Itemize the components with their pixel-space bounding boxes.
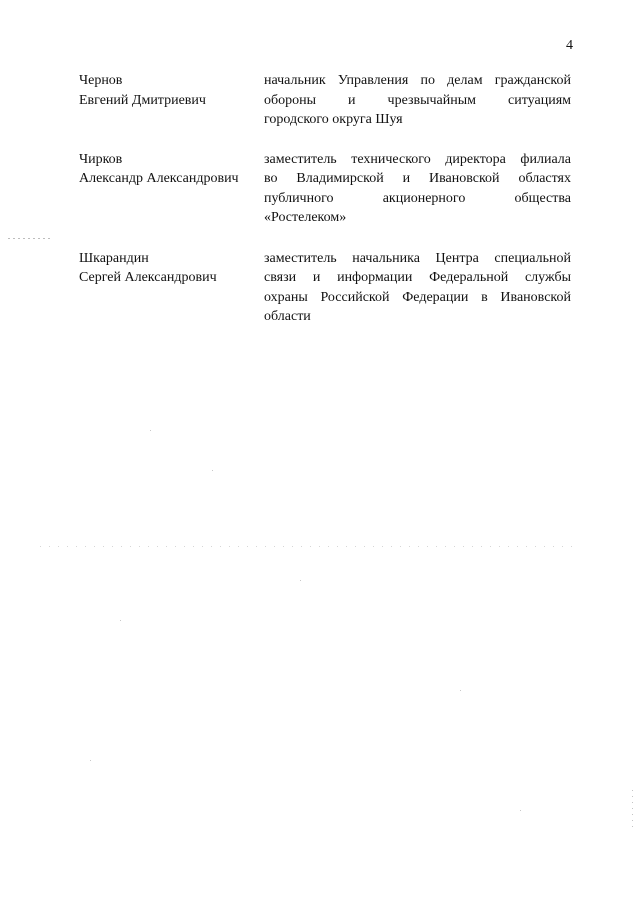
member-name: [79, 71, 264, 130]
member-role: [264, 249, 571, 327]
member-role-line: охраны Российской Федерации в Ивановской: [264, 289, 571, 305]
scan-noise: [120, 620, 121, 621]
scan-noise: [520, 810, 521, 811]
member-surname: Чернов: [79, 73, 123, 88]
scan-noise: [8, 238, 50, 239]
member-given-names: Евгений Дмитриевич: [79, 92, 206, 108]
member-role: [264, 150, 571, 228]
member-entry-chirkov: [79, 150, 571, 228]
scan-noise: [150, 430, 151, 431]
member-role-line: заместитель технического директора филиала: [264, 151, 571, 167]
member-given-names: Александр Александрович: [79, 171, 239, 186]
member-entry-chernov: [79, 71, 571, 130]
page-number: 4: [566, 38, 573, 53]
member-surname: Шкарандин: [79, 250, 149, 266]
member-role: [264, 71, 571, 130]
member-role-line: публичного акционерного общества: [264, 190, 571, 206]
member-role-line: обороны и чрезвычайным ситуациям: [264, 92, 571, 108]
scan-noise: [300, 580, 301, 581]
member-name: [79, 249, 264, 327]
member-role-line: во Владимирской и Ивановской областях: [264, 171, 571, 186]
member-role-line: городского округа Шуя: [264, 112, 403, 127]
member-role-line: заместитель начальника Центра специальной: [264, 250, 571, 266]
scan-noise: [632, 790, 633, 830]
member-entry-shkarandin: [79, 249, 571, 327]
member-surname: Чирков: [79, 151, 123, 167]
scan-noise: [212, 470, 213, 471]
member-role-line: начальник Управления по делам гражданской: [264, 73, 571, 88]
member-name: [79, 150, 264, 228]
scan-noise: [90, 760, 91, 761]
member-role-line: «Ростелеком»: [264, 210, 347, 225]
member-given-names: Сергей Александрович: [79, 270, 217, 285]
scan-noise: [40, 546, 580, 547]
member-role-line: связи и информации Федеральной службы: [264, 270, 571, 285]
member-role-line: области: [264, 309, 311, 324]
scan-noise: [460, 690, 461, 691]
member-list: [79, 71, 571, 347]
